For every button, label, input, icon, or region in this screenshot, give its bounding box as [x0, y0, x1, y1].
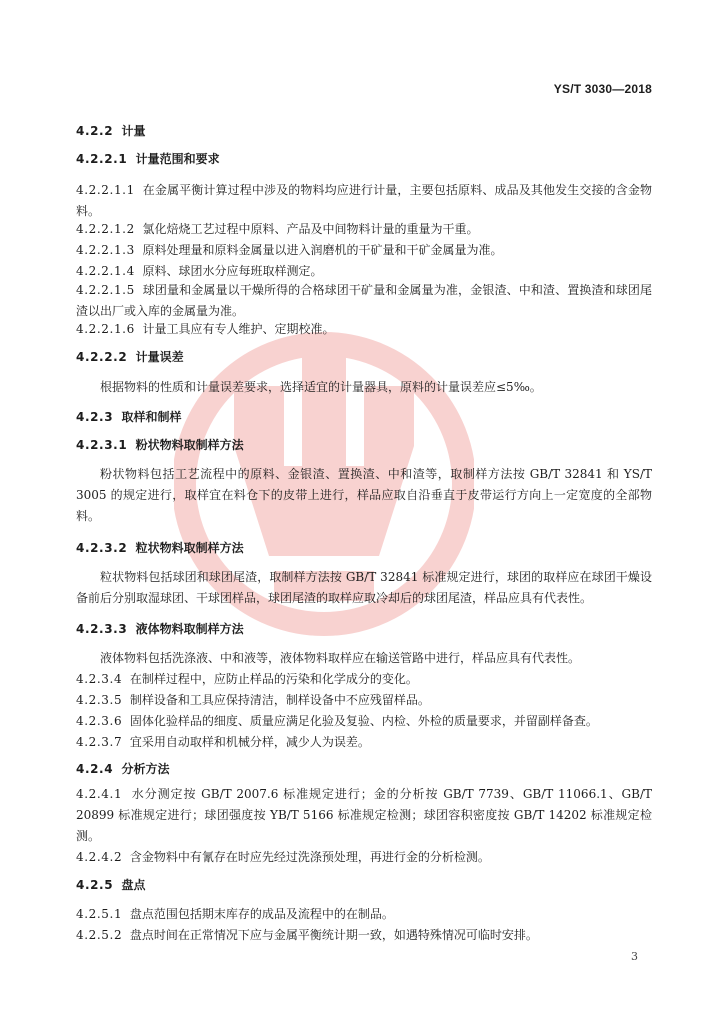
clause-4-2-4-2: 4.2.4.2 含金物料中有氰存在时应先经过洗涤预处理，再进行金的分析检测。 [76, 850, 490, 864]
clause-4-2-2-2-text: 根据物料的性质和计量误差要求，选择适宜的计量器具，原料的计量误差应≤5‰。 [100, 380, 542, 394]
section-4-2-2-2: 4.2.2.2 计量误差 [76, 350, 184, 364]
clause-4-2-3-7: 4.2.3.7 宜采用自动取样和机械分样，减少人为误差。 [76, 735, 370, 749]
clause-4-2-2-1-2: 4.2.2.1.2 氯化焙烧工艺过程中原料、产品及中间物料计量的重量为干重。 [76, 222, 479, 236]
clause-4-2-3-4: 4.2.3.4 在制样过程中，应防止样品的污染和化学成分的变化。 [76, 672, 418, 686]
section-4-2-4: 4.2.4 分析方法 [76, 762, 170, 776]
clause-4-2-2-1-1: 4.2.2.1.1 在金属平衡计算过程中涉及的物料均应进行计量，主要包括原料、成品及其他发生交接的含金物料。 [76, 183, 652, 218]
clause-4-2-2-1-6: 4.2.2.1.6 计量工具应有专人维护、定期校准。 [76, 322, 335, 336]
clause-4-2-2-1-3: 4.2.2.1.3 原料处理量和原料金属量以进入润磨机的干矿量和干矿金属量为准。 [76, 243, 503, 257]
section-4-2-5: 4.2.5 盘点 [76, 878, 146, 892]
clause-4-2-5-2: 4.2.5.2 盘点时间在正常情况下应与金属平衡统计期一致，如遇特殊情况可临时安排。 [76, 928, 538, 942]
clause-4-2-2-1-5: 4.2.2.1.5 球团量和金属量以干燥所得的合格球团干矿量和金属量为准，金银渣、中和渣、置换渣和球团尾渣以出厂或入库的金属量为准。 [76, 283, 652, 318]
section-4-2-3-2: 4.2.3.2 粒状物料取制样方法 [76, 541, 244, 555]
standard-code-header: YS/T 3030—2018 [553, 82, 652, 96]
section-4-2-2-1: 4.2.2.1 计量范围和要求 [76, 152, 220, 166]
section-4-2-3-3: 4.2.3.3 液体物料取制样方法 [76, 622, 244, 636]
clause-4-2-5-1: 4.2.5.1 盘点范围包括期末库存的成品及流程中的在制品。 [76, 907, 394, 921]
section-4-2-2: 4.2.2 计量 [76, 124, 146, 138]
clause-4-2-4-1: 4.2.4.1 水分测定按 GB/T 2007.6 标准规定进行；金的分析按 GB/T 7739、GB/T 11066.1、GB/T 20899 标准规定进行；球团强度按 YB/T 5166 标准规定检测；球团容积密度按 GB/T 14202 标准规定检测。 [76, 787, 652, 843]
clause-4-2-3-3-text: 液体物料包括洗涤液、中和液等，液体物料取样应在输送管路中进行，样品应具有代表性。 [100, 651, 581, 665]
clause-4-2-2-1-4: 4.2.2.1.4 原料、球团水分应每班取样测定。 [76, 264, 323, 278]
section-4-2-3: 4.2.3 取样和制样 [76, 410, 182, 424]
section-4-2-3-1: 4.2.3.1 粉状物料取制样方法 [76, 438, 244, 452]
clause-4-2-3-5: 4.2.3.5 制样设备和工具应保持清洁，制样设备中不应残留样品。 [76, 693, 430, 707]
clause-4-2-3-2-text: 粒状物料包括球团和球团尾渣，取制样方法按 GB/T 32841 标准规定进行，球团的取样应在球团干燥设备前后分别取湿球团、干球团样品，球团尾渣的取样应取冷却后的球团尾渣，样品应具有代表性。 [76, 570, 652, 605]
page-number: 3 [631, 950, 638, 963]
clause-4-2-3-6: 4.2.3.6 固体化验样品的细度、质量应满足化验及复验、内检、外检的质量要求，并留副样备查。 [76, 714, 598, 728]
clause-4-2-3-1-text: 粉状物料包括工艺流程中的原料、金银渣、置换渣、中和渣等，取制样方法按 GB/T 32841 和 YS/T 3005 的规定进行，取样宜在料仓下的皮带上进行，样品应取自沿垂直于皮带运行方向上一定宽度的全部物料。 [76, 467, 652, 523]
